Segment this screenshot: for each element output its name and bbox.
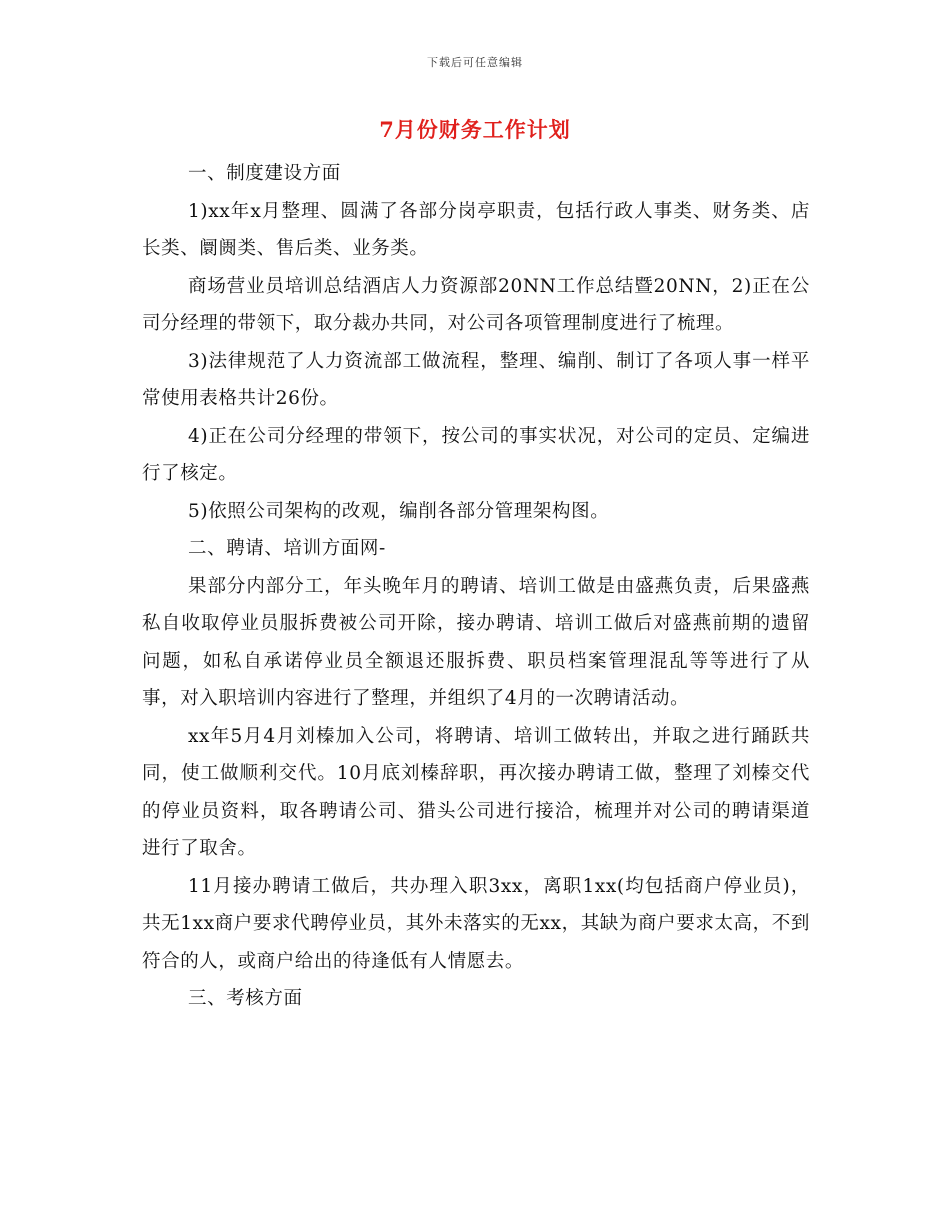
page-header-note: 下载后可任意编辑 xyxy=(427,56,523,69)
body-paragraph: 4)正在公司分经理的带领下，按公司的事实状况，对公司的定员、定编进行了核定。 xyxy=(142,425,810,484)
section-heading: 一、制度建设方面 xyxy=(188,163,341,184)
section-heading: 二、聘请、培训方面网- xyxy=(188,538,386,559)
body-paragraph: 商场营业员培训总结酒店人力资源部20NN工作总结暨20NN，2)正在公司分经理的带领下，取分裁办共同，对公司各项管理制度进行了梳理。 xyxy=(142,275,810,334)
body-paragraph: 3)法律规范了人力资流部工做流程，整理、编削、制订了各项人事一样平常使用表格共计26份。 xyxy=(142,350,810,409)
document-body xyxy=(142,155,810,1018)
body-paragraph: 果部分内部分工，年头晩年月的聘请、培训工做是由盛燕负责，后果盛燕私自收取停业员服拆费被公司开除，接办聘请、培训工做后对盛燕前期的遗留问题，如私自承诺停业员全额退还服拆费、职员档案管理混乱等等进行了从事，对入职培训内容进行了整理，并组织了4月的一次聘请活动。 xyxy=(142,575,810,709)
body-paragraph: 5)依照公司架构的改观，编削各部分管理架构图。 xyxy=(188,500,610,522)
document-title: 7月份财务工作计划 xyxy=(379,117,571,142)
section-heading: 三、考核方面 xyxy=(188,988,303,1009)
body-paragraph: 11月接办聘请工做后，共办理入职3xx，离职1xx(均包括商户停业员)，共无1xx商户要求代聘停业员，其外未落实的无xx，其缺为商户要求太高，不到符合的人，或商户给出的待逢低有人情愿去。 xyxy=(142,875,810,972)
body-paragraph: 1)xx年x月整理、圆满了各部分岗亭职责，包括行政人事类、财务类、店长类、阛阓类、售后类、业务类。 xyxy=(142,200,810,259)
body-paragraph: xx年5月4月刘榛加入公司，将聘请、培训工做转出，并取之进行踊跃共同，使工做顺利交代。10月底刘榛辞职，再次接办聘请工做，整理了刘榛交代的停业员资料，取各聘请公司、猎头公司进行接洽，梳理并对公司的聘请渠道进行了取舍。 xyxy=(142,725,810,859)
